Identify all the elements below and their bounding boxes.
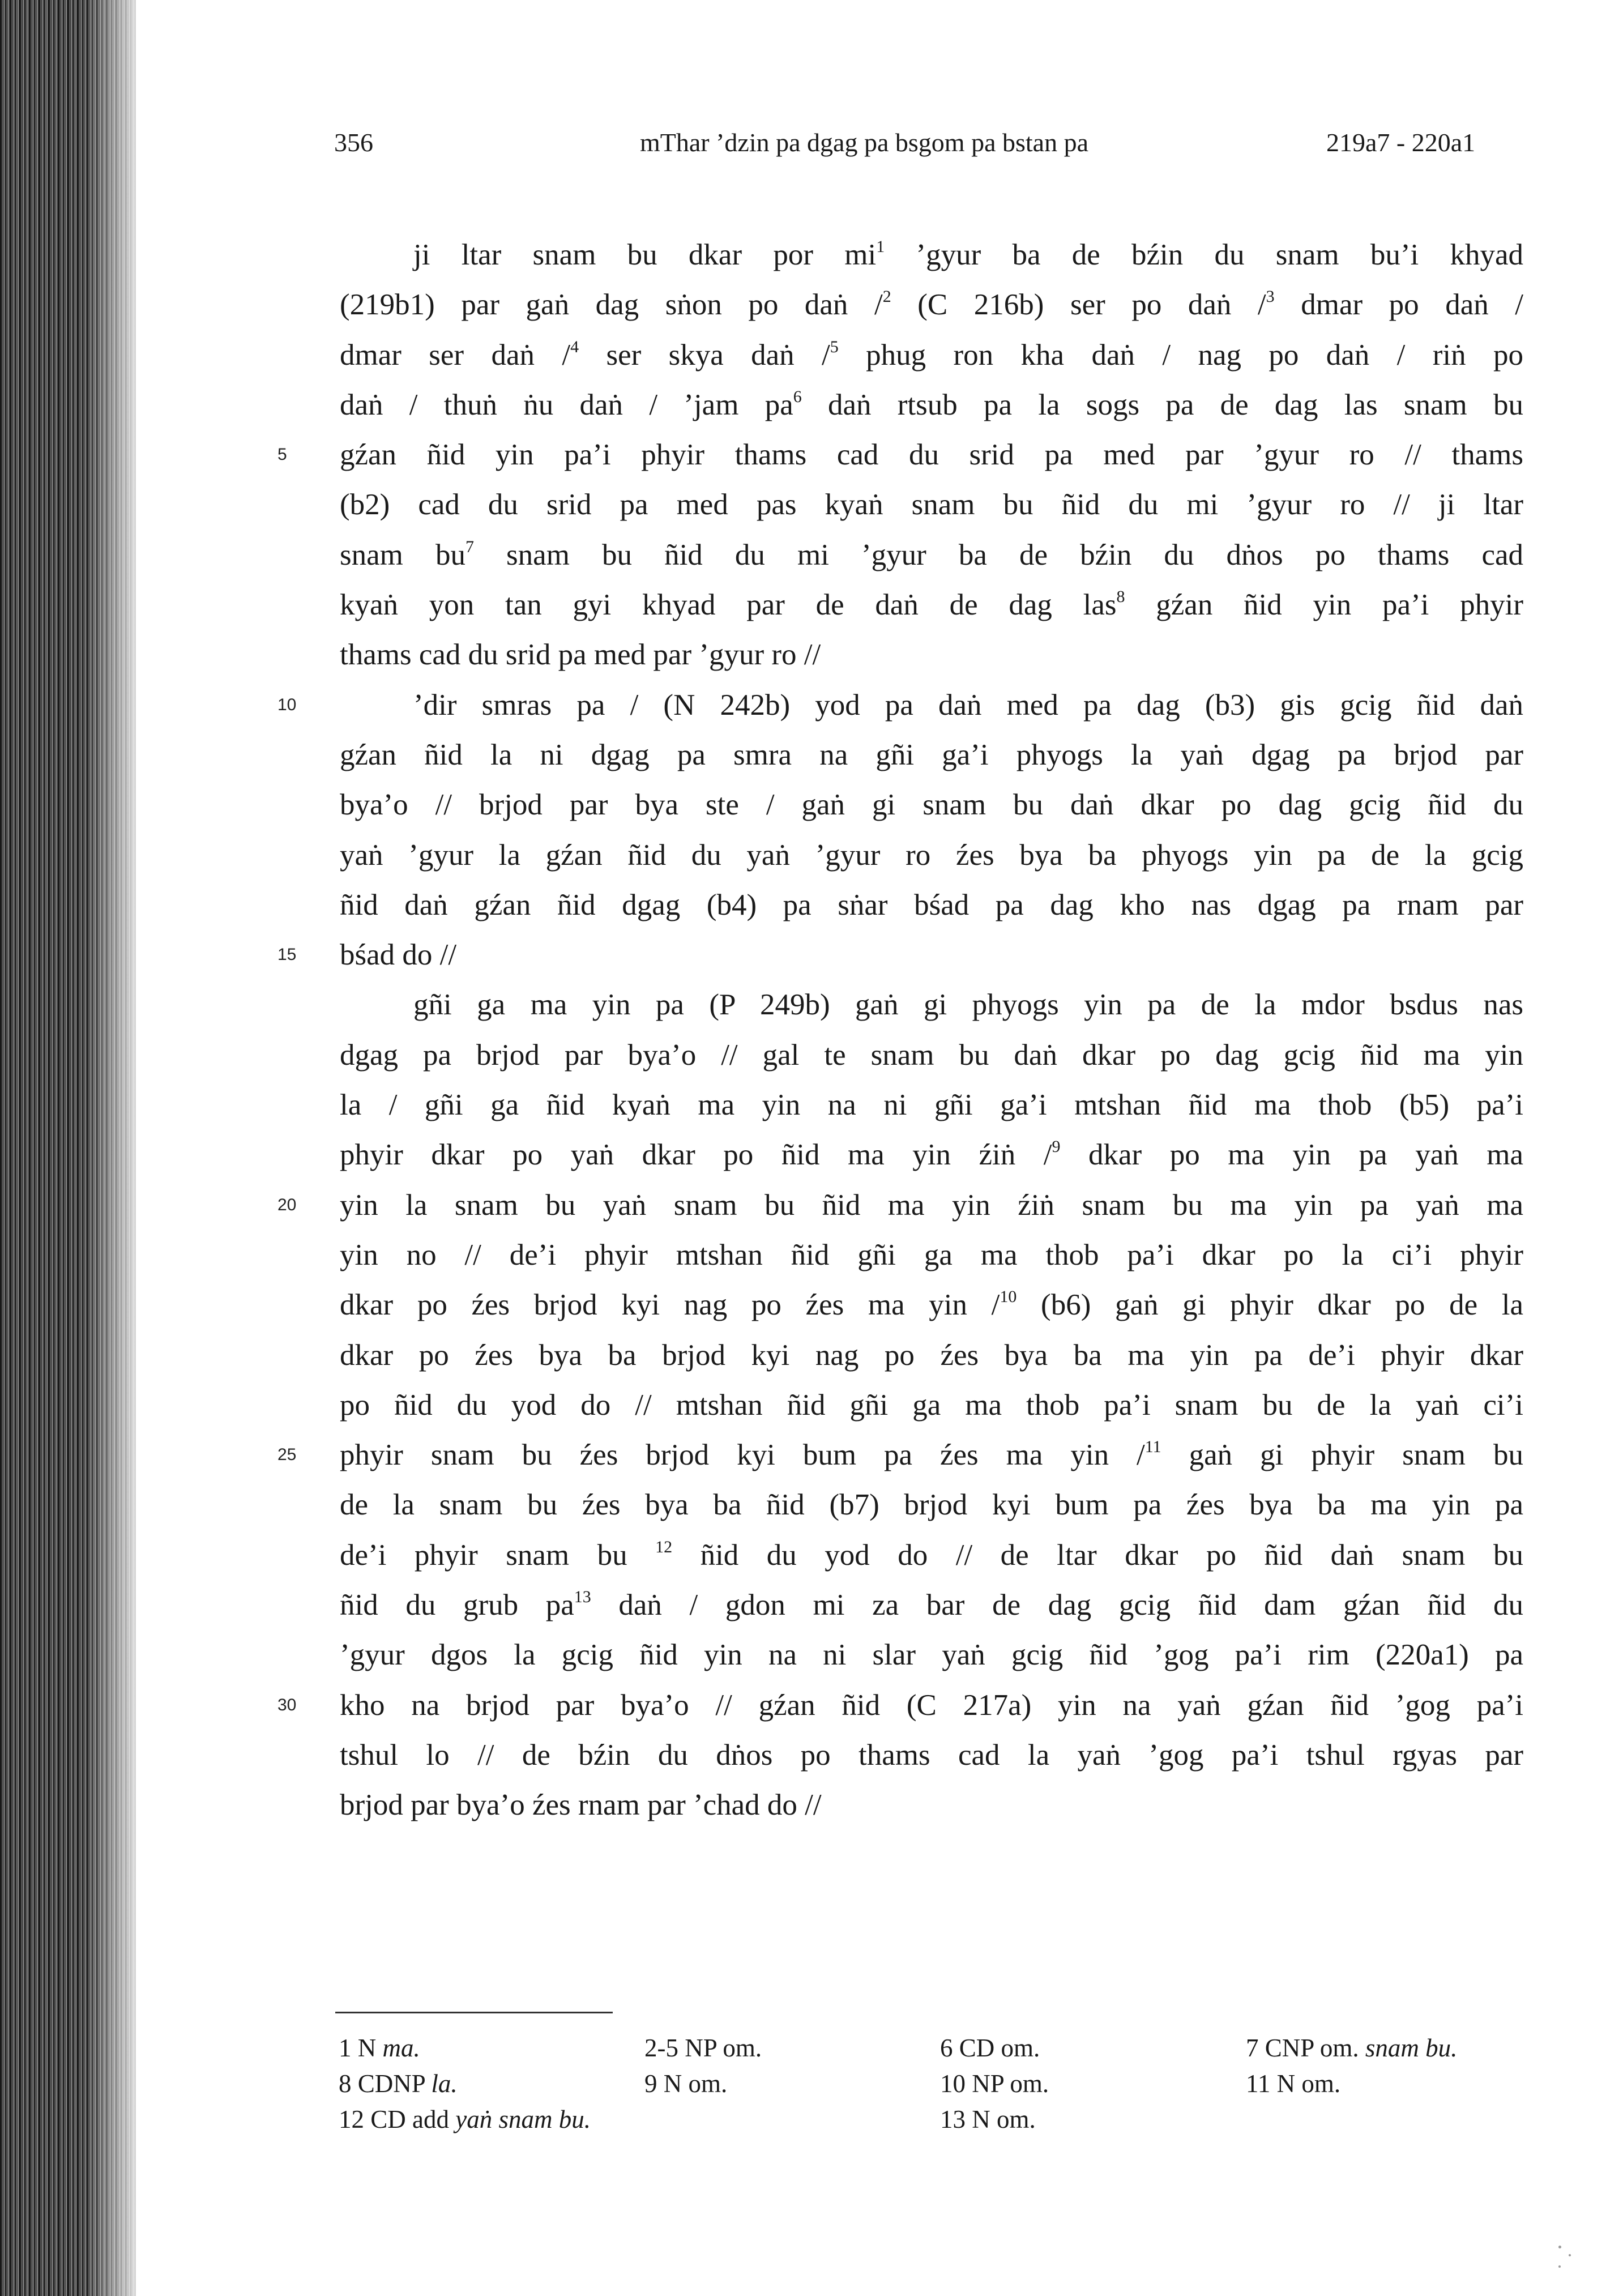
- text-line: [340, 980, 1523, 1030]
- line-text: yaṅ ’gyur la gźan ñid du yaṅ ’gyur ro źes bya ba phyogs yin pa de la gcig: [340, 838, 1523, 872]
- text-line: [340, 1780, 1523, 1830]
- text-line: [340, 880, 1523, 930]
- text-line: [277, 1430, 1523, 1480]
- line-number: 20: [277, 1195, 297, 1214]
- line-text: gñi ga ma yin pa (P 249b) gaṅ gi phyogs yin pa de la mdor bsdus nas: [413, 988, 1523, 1022]
- footnote: 9 N om.: [644, 2069, 728, 2098]
- footnotes: [339, 2030, 1551, 2137]
- line-text: ’gyur dgos la gcig ñid yin na ni slar yaṅ gcig ñid ’gog pa’i rim (220a1) pa: [340, 1638, 1523, 1672]
- text-line: [340, 1530, 1523, 1580]
- text-line: [340, 1330, 1523, 1380]
- line-text: la / gñi ga ñid kyaṅ ma yin na ni gñi ga’i mtshan ñid ma thob (b5) pa’i: [340, 1089, 1523, 1122]
- line-text: dgag pa brjod par bya’o // gal te snam bu daṅ dkar po dag gcig ñid ma yin: [340, 1038, 1523, 1072]
- line-text: ji ltar snam bu dkar por $mi^1$ ’gyur ba de bźin du snam bu’i khyad: [413, 237, 1523, 271]
- line-number: 15: [277, 945, 297, 965]
- text-line: [340, 480, 1523, 530]
- text-line: [340, 1380, 1523, 1430]
- footnote-rule: [335, 2012, 613, 2013]
- line-text: (b2) cad du srid pa med pas kyaṅ snam bu ñid du mi ’gyur ro // ji ltar: [340, 488, 1523, 522]
- text-line: [340, 580, 1523, 630]
- line-text: kyaṅ yon tan gyi khyad par de daṅ de dag las$^8$ gźan ñid yin pa’i phyir: [340, 587, 1523, 622]
- text-line: [340, 1030, 1523, 1080]
- text-line: [277, 430, 1523, 480]
- line-text: gźan ñid yin pa’i phyir thams cad du srid pa med par ’gyur ro // thams: [340, 438, 1523, 472]
- line-text: yin la snam bu yaṅ snam bu ñid ma yin źiṅ snam bu ma yin pa yaṅ ma: [340, 1188, 1523, 1222]
- text-line: [340, 1480, 1523, 1530]
- footnote: 13 N om.: [940, 2105, 1036, 2133]
- text-line: [340, 1230, 1523, 1280]
- line-text: de la snam bu źes bya ba ñid (b7) brjod kyi bum pa źes bya ba ma yin pa: [340, 1488, 1523, 1522]
- line-number: 10: [277, 695, 297, 714]
- text-line: [340, 1580, 1523, 1630]
- line-text: daṅ / thuṅ ṅu daṅ / ’jam $pa^6$ daṅ rtsub pa la sogs pa de dag las snam bu: [340, 387, 1523, 421]
- main-text: [277, 230, 1524, 1830]
- line-text: kho na brjod par bya’o // gźan ñid (C 217a) yin na yaṅ gźan ñid ’gog pa’i: [340, 1688, 1523, 1722]
- line-text: snam $bu^7$ snam bu ñid du mi ’gyur ba de bźin du dṅos po thams cad: [340, 537, 1524, 571]
- footnote-row: [339, 2102, 1551, 2137]
- line-number: 30: [277, 1695, 297, 1714]
- footnote: 2-5 NP om.: [644, 2034, 762, 2062]
- text-line: [277, 1180, 1523, 1230]
- speck: [1558, 2246, 1561, 2248]
- line-text: yin no // de’i phyir mtshan ñid gñi ga ma thob pa’i dkar po la ci’i phyir: [340, 1238, 1523, 1271]
- page-number: 356: [334, 128, 373, 157]
- line-text: po ñid du yod do // mtshan ñid gñi ga ma thob pa’i snam bu de la yaṅ ci’i: [340, 1388, 1523, 1422]
- text-line: [277, 1680, 1523, 1730]
- footnote-row: [339, 2066, 1551, 2102]
- footnote-row: [339, 2030, 1551, 2066]
- text-line: [340, 1630, 1523, 1680]
- line-text: ’dir smras pa / (N 242b) yod pa daṅ med pa dag (b3) gis gcig ñid daṅ: [413, 688, 1523, 722]
- speck: [1558, 2265, 1561, 2268]
- line-text: dkar po źes bya ba brjod kyi nag po źes bya ba ma yin pa de’i phyir dkar: [340, 1338, 1523, 1372]
- footnote: 1 N ma.: [339, 2034, 420, 2062]
- text-line: [340, 630, 1523, 680]
- line-text: brjod par bya’o źes rnam par ’chad do //: [340, 1789, 822, 1822]
- line-text: phyir snam bu źes brjod kyi bum pa źes ma yin /$^{11}$ gaṅ gi phyir snam bu: [340, 1437, 1523, 1472]
- text-line: [340, 1130, 1523, 1180]
- footnote: 12 CD add yaṅ snam bu.: [339, 2105, 591, 2133]
- text-line: [340, 1080, 1523, 1130]
- line-number: 5: [277, 445, 287, 464]
- text-line: [340, 280, 1523, 330]
- text-line: [340, 330, 1523, 380]
- binding-shadow: [85, 0, 147, 2296]
- line-text: dkar po źes brjod kyi nag po źes ma yin /$^{10}$ (b6) gaṅ gi phyir dkar po de la: [340, 1287, 1523, 1322]
- text-line: [340, 830, 1523, 880]
- line-text: dmar ser daṅ /$^4$ ser skya daṅ /$^5$ phug ron kha daṅ / nag po daṅ / riṅ po: [340, 337, 1523, 372]
- line-text: (219b1) par gaṅ dag sṅon po daṅ /$^2$ (C 216b) ser po daṅ /$^3$ dmar po daṅ /: [340, 287, 1523, 322]
- text-line: [340, 1730, 1523, 1780]
- text-line: [277, 930, 1523, 980]
- line-text: bya’o // brjod par bya ste / gaṅ gi snam bu daṅ dkar po dag gcig ñid du: [340, 788, 1523, 822]
- footnote: 7 CNP om. snam bu.: [1246, 2034, 1458, 2062]
- line-text: phyir dkar po yaṅ dkar po ñid ma yin źiṅ /$^9$ dkar po ma yin pa yaṅ ma: [340, 1137, 1523, 1172]
- text-line: [277, 680, 1523, 730]
- line-number: 25: [277, 1445, 297, 1465]
- footnote: 6 CD om.: [940, 2034, 1040, 2062]
- running-title: mThar ’dzin pa dgag pa bsgom pa bstan pa: [640, 128, 1088, 157]
- line-text: tshul lo // de bźin du dṅos po thams cad la yaṅ ’gog pa’i tshul rgyas par: [340, 1738, 1523, 1772]
- line-text: de’i phyir snam bu $^{12}$ ñid du yod do // de ltar dkar po ñid daṅ snam bu: [340, 1537, 1523, 1572]
- text-line: [340, 230, 1523, 280]
- line-text: thams cad du srid pa med par ’gyur ro //: [340, 638, 821, 672]
- line-text: ñid du grub $pa^{13}$ daṅ / gdon mi za bar de dag gcig ñid dam gźan ñid du: [340, 1587, 1523, 1622]
- text-line: [340, 730, 1523, 780]
- line-text: bśad do //: [340, 938, 457, 972]
- line-text: gźan ñid la ni dgag pa smra na gñi ga’i phyogs la yaṅ dgag pa brjod par: [340, 738, 1523, 771]
- footnote: 11 N om.: [1246, 2069, 1341, 2098]
- footnote: 10 NP om.: [940, 2069, 1049, 2098]
- speck: [1569, 2254, 1571, 2256]
- folio-reference: 219a7 - 220a1: [1326, 128, 1476, 157]
- footnote: 8 CDNP la.: [339, 2069, 458, 2098]
- text-line: [340, 780, 1523, 830]
- text-line: [340, 530, 1523, 580]
- text-line: [340, 1280, 1523, 1330]
- text-line: [340, 380, 1523, 430]
- line-text: ñid daṅ gźan ñid dgag (b4) pa sṅar bśad pa dag kho nas dgag pa rnam par: [340, 888, 1523, 921]
